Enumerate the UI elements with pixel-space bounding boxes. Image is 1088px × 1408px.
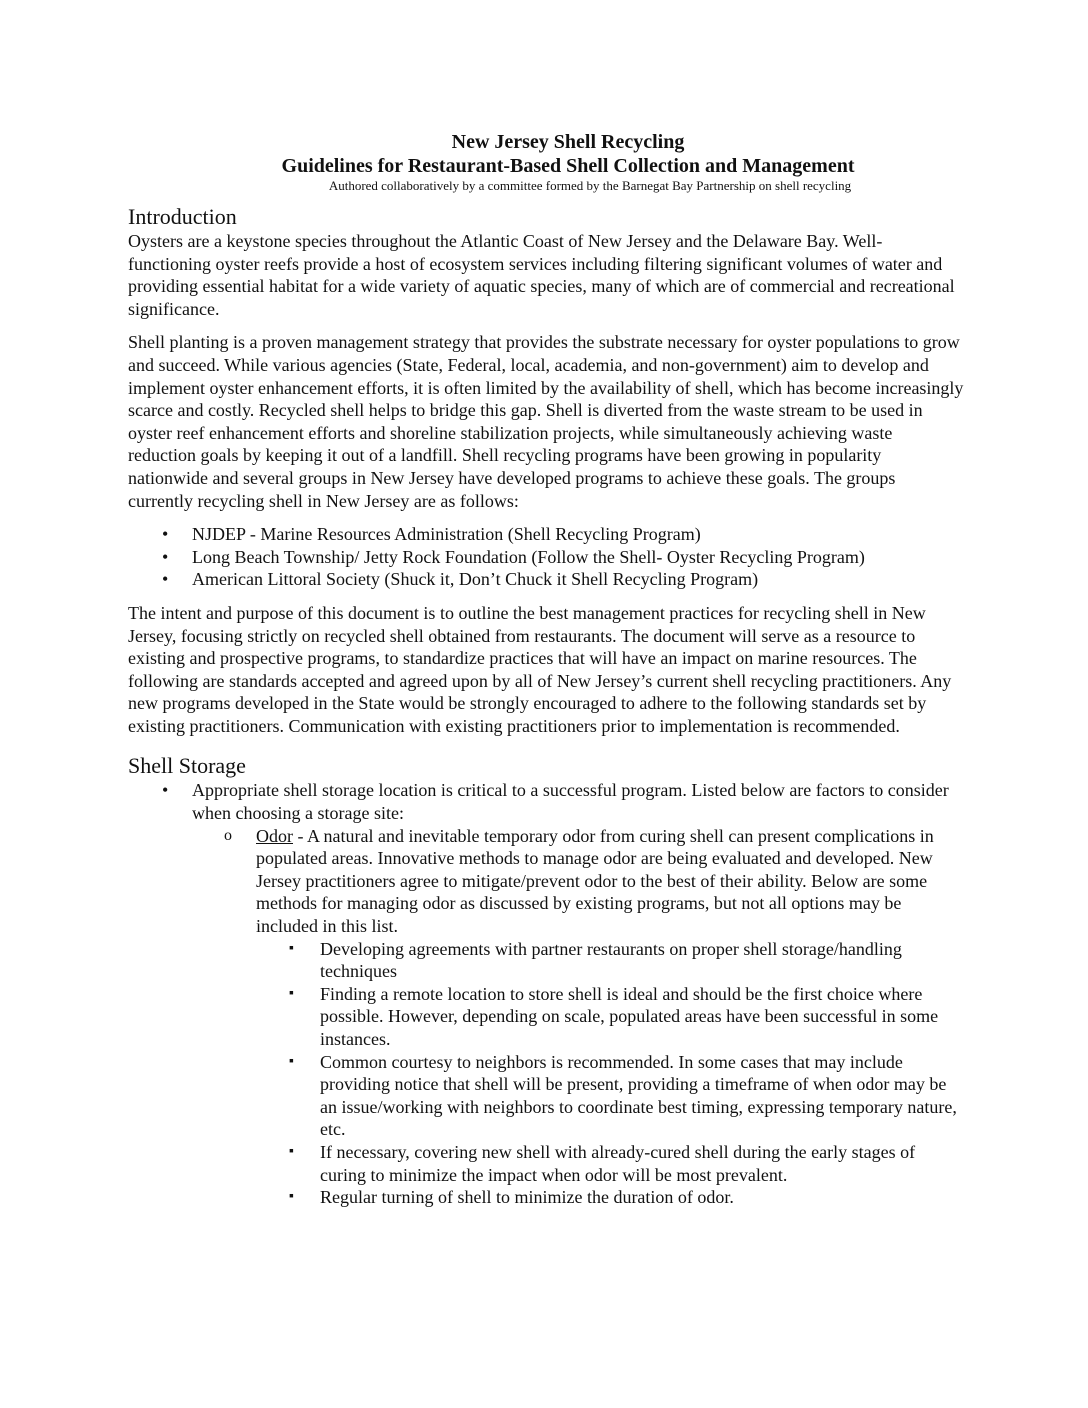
shell-storage-section xyxy=(128,753,964,1208)
storage-location-text: Appropriate shell storage location is critical to a successful program. Listed below are factors to consider when choosing a storage site: xyxy=(192,780,949,824)
list-item: • Long Beach Township/ Jetty Rock Foundation (Follow the Shell- Oyster Recycling Program) xyxy=(128,546,964,569)
introduction-paragraph-3: The intent and purpose of this document is to outline the best management practices for recycling shell in New Jersey, focusing strictly on recycled shell obtained from restaurants. The document will serve as a resource to existing and prospective programs, to standardize practices that will have an impact on marine resources. The following are standards accepted and agreed upon by all of New Jersey’s current shell recycling practitioners. Any new programs developed in the State would be strongly encouraged to adhere to the following standards set by existing practitioners. Communication with existing practitioners prior to implementation is recommended. xyxy=(128,602,952,736)
list-item: • NJDEP - Marine Resources Administration (Shell Recycling Program) xyxy=(128,523,964,546)
list-item xyxy=(128,779,964,1208)
document-subtitle: Guidelines for Restaurant-Based Shell Collection and Management xyxy=(281,155,855,177)
document-title: New Jersey Shell Recycling xyxy=(451,131,685,153)
list-item: • American Littoral Society (Shuck it, Don’t Chuck it Shell Recycling Program) xyxy=(128,568,964,591)
list-item: ▪ Regular turning of shell to minimize the duration of odor. xyxy=(256,1186,964,1209)
list-item: ▪ If necessary, covering new shell with already-cured shell during the early stages of curing to minimize the impact when odor will be most prevalent. xyxy=(256,1141,964,1186)
list-item: ▪ Common courtesy to neighbors is recommended. In some cases that may include providing notice that shell will be present, providing a timeframe of when odor may be an issue/working with neighbors to coordinate best timing, expressing temporary nature, etc. xyxy=(256,1051,964,1141)
storage-list xyxy=(128,779,964,1208)
shell-storage-heading: Shell Storage xyxy=(128,753,246,779)
introduction-section xyxy=(128,204,964,737)
list-item: ▪ Developing agreements with partner restaurants on proper shell storage/handling techniques xyxy=(256,938,964,983)
recycling-groups-list xyxy=(128,523,964,591)
document-authors: Authored collaboratively by a committee formed by the Barnegat Bay Partnership on shell recycling xyxy=(328,178,852,193)
page-content xyxy=(128,130,964,1209)
odor-label: Odor xyxy=(256,825,293,846)
list-item: ▪ Finding a remote location to store shell is ideal and should be the first choice where possible. However, depending on scale, populated areas have been successful in some instances. xyxy=(256,983,964,1051)
storage-factors-list xyxy=(192,825,964,1209)
list-item xyxy=(192,825,964,1209)
introduction-paragraph-2: Shell planting is a proven management strategy that provides the substrate necessary for oyster populations to grow and succeed. While various agencies (State, Federal, local, academia, and non-government) aim to develop and implement oyster enhancement efforts, it is often limited by the availability of shell, which has become increasingly scarce and costly. Recycled shell helps to bridge this gap. Shell is diverted from the waste stream to be used in oyster reef enhancement efforts and shoreline stabilization projects, while simultaneously achieving waste reduction goals by keeping it out of a landfill. Shell recycling programs have been growing in popularity nationwide and several groups in New Jersey have developed programs to achieve these goals. The groups currently recycling shell in New Jersey are as follows: xyxy=(128,332,964,511)
introduction-heading: Introduction xyxy=(128,204,237,229)
odor-text: - A natural and inevitable temporary odor from curing shell can present complications in populated areas. Innovative methods to manage odor are being evaluated and developed. New Jersey practitioners agree to mitigate/prevent odor to the best of their ability. Below are some methods for managing odor as discussed by existing programs, but not all options may be included in this list. xyxy=(256,825,934,937)
odor-methods-list xyxy=(256,938,964,1209)
introduction-paragraph-1: Oysters are a keystone species throughout the Atlantic Coast of New Jersey and the Delaware Bay. Well-functioning oyster reefs provide a host of ecosystem services including filtering significant volumes of water and providing essential habitat for a wide variety of aquatic species, many of which are of commercial and recreational significance. xyxy=(128,231,955,319)
